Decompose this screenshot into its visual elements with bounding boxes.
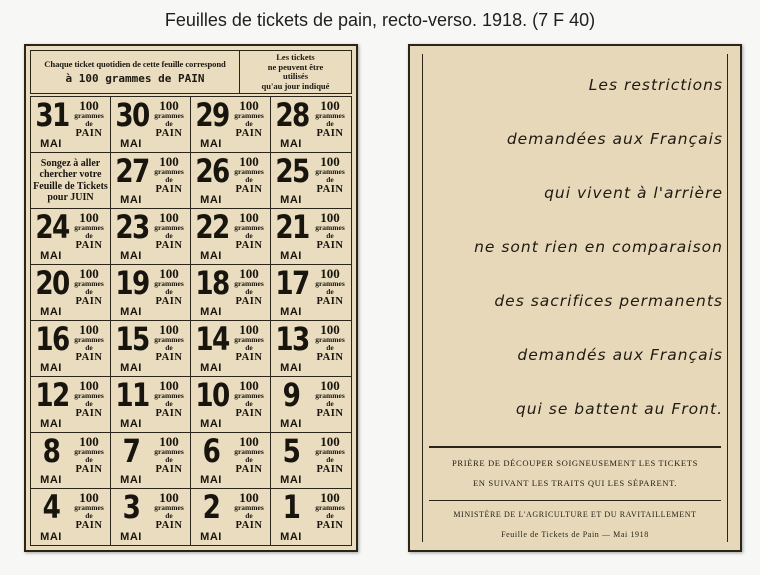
ticket-unit-g: grammes bbox=[154, 167, 184, 176]
ticket-quantity bbox=[311, 436, 349, 475]
ticket-unit-g: grammes bbox=[315, 503, 345, 512]
ticket-unit-pain: PAIN bbox=[155, 520, 183, 531]
ticket-unit-pain: PAIN bbox=[155, 296, 183, 307]
ticket-quantity bbox=[230, 212, 268, 251]
ticket-unit-de: de bbox=[326, 175, 334, 184]
ticket-qty: 100 bbox=[159, 266, 179, 281]
ticket-qty: 100 bbox=[79, 378, 99, 393]
bread-ticket bbox=[31, 209, 111, 265]
ticket-unit-pain: PAIN bbox=[155, 128, 183, 139]
instruction-line-1: PRIÈRE DE DÉCOUPER SOIGNEUSEMENT LES TICKETS bbox=[452, 458, 698, 468]
ticket-day: 9 bbox=[282, 376, 300, 414]
bread-ticket bbox=[271, 97, 351, 153]
bread-ticket bbox=[191, 265, 271, 321]
ticket-day: 5 bbox=[282, 432, 300, 470]
ticket-unit-g: grammes bbox=[234, 335, 264, 344]
ticket-month: MAI bbox=[40, 474, 62, 486]
ticket-unit-pain: PAIN bbox=[235, 184, 263, 195]
ticket-quantity bbox=[311, 100, 349, 139]
ticket-month: MAI bbox=[40, 138, 62, 150]
ticket-month: MAI bbox=[120, 362, 142, 374]
ticket-unit-pain: PAIN bbox=[316, 520, 344, 531]
header-main bbox=[31, 51, 240, 93]
ticket-qty: 100 bbox=[239, 378, 259, 393]
ticket-unit-pain: PAIN bbox=[75, 408, 103, 419]
ticket-day: 6 bbox=[202, 432, 220, 470]
header-line-2: à 100 grammes de PAIN bbox=[65, 72, 205, 85]
bread-ticket bbox=[271, 153, 351, 209]
ticket-month: MAI bbox=[120, 194, 142, 206]
note-line: pour JUIN bbox=[47, 192, 94, 203]
ticket-unit-de: de bbox=[165, 511, 173, 520]
ticket-unit-de: de bbox=[326, 287, 334, 296]
ticket-unit-de: de bbox=[326, 231, 334, 240]
ticket-quantity bbox=[70, 380, 108, 419]
bread-ticket bbox=[31, 377, 111, 433]
ticket-unit-de: de bbox=[85, 119, 93, 128]
ticket-sheet-verso bbox=[408, 44, 742, 552]
ticket-unit-pain: PAIN bbox=[155, 408, 183, 419]
bread-ticket bbox=[191, 489, 271, 545]
image-caption: Feuilles de tickets de pain, recto-verso. 1918. (7 F 40) bbox=[164, 10, 596, 30]
ticket-qty: 100 bbox=[239, 210, 259, 225]
ticket-month: MAI bbox=[200, 306, 222, 318]
ticket-quantity bbox=[230, 324, 268, 363]
ticket-quantity bbox=[311, 268, 349, 307]
ticket-day: 25 bbox=[275, 152, 309, 190]
header-side-line: qu'au jour indiqué bbox=[261, 80, 330, 91]
ticket-day: 15 bbox=[115, 320, 149, 358]
bread-ticket bbox=[191, 153, 271, 209]
ticket-month: MAI bbox=[280, 250, 302, 262]
bread-ticket bbox=[191, 209, 271, 265]
bread-ticket bbox=[31, 433, 111, 489]
ticket-unit-g: grammes bbox=[315, 335, 345, 344]
ticket-qty: 100 bbox=[159, 98, 179, 113]
ticket-unit-de: de bbox=[165, 399, 173, 408]
ticket-unit-de: de bbox=[85, 455, 93, 464]
ticket-unit-de: de bbox=[245, 399, 253, 408]
ticket-qty: 100 bbox=[320, 154, 340, 169]
ticket-qty: 100 bbox=[239, 98, 259, 113]
bread-ticket bbox=[111, 153, 191, 209]
ticket-grid bbox=[30, 96, 352, 546]
ticket-qty: 100 bbox=[239, 154, 259, 169]
ticket-qty: 100 bbox=[159, 154, 179, 169]
ticket-day: 17 bbox=[275, 264, 309, 302]
ticket-quantity bbox=[70, 100, 108, 139]
ticket-month: MAI bbox=[40, 250, 62, 262]
ticket-unit-g: grammes bbox=[74, 279, 104, 288]
header-line-1: Chaque ticket quotidien de cette feuille correspond bbox=[44, 59, 226, 69]
ticket-day: 27 bbox=[115, 152, 149, 190]
ticket-month: MAI bbox=[120, 474, 142, 486]
ticket-unit-de: de bbox=[165, 455, 173, 464]
ticket-unit-g: grammes bbox=[74, 447, 104, 456]
ticket-day: 23 bbox=[115, 208, 149, 246]
ticket-month: MAI bbox=[280, 362, 302, 374]
ticket-day: 19 bbox=[115, 264, 149, 302]
verso-line: qui se battent au Front. bbox=[515, 400, 723, 418]
ticket-qty: 100 bbox=[79, 322, 99, 337]
ticket-unit-pain: PAIN bbox=[235, 520, 263, 531]
ticket-qty: 100 bbox=[320, 210, 340, 225]
ticket-qty: 100 bbox=[159, 210, 179, 225]
ticket-sheet-recto bbox=[24, 44, 358, 552]
ticket-month: MAI bbox=[120, 138, 142, 150]
ticket-day: 22 bbox=[195, 208, 229, 246]
ticket-qty: 100 bbox=[320, 98, 340, 113]
ticket-qty: 100 bbox=[159, 378, 179, 393]
ticket-unit-pain: PAIN bbox=[316, 464, 344, 475]
june-reminder-note bbox=[31, 153, 111, 209]
note-line: Feuille de Tickets bbox=[33, 180, 108, 192]
ticket-unit-de: de bbox=[245, 343, 253, 352]
ticket-unit-g: grammes bbox=[234, 503, 264, 512]
bread-ticket bbox=[31, 97, 111, 153]
note-line: Songez à aller bbox=[40, 157, 101, 169]
bread-ticket bbox=[111, 377, 191, 433]
ticket-day: 28 bbox=[275, 96, 309, 134]
ticket-qty: 100 bbox=[320, 322, 340, 337]
ticket-unit-de: de bbox=[165, 175, 173, 184]
ticket-month: MAI bbox=[200, 418, 222, 430]
ticket-unit-g: grammes bbox=[234, 111, 264, 120]
bread-ticket bbox=[271, 265, 351, 321]
ticket-day: 4 bbox=[42, 488, 60, 526]
ticket-day: 26 bbox=[195, 152, 229, 190]
ticket-month: MAI bbox=[120, 306, 142, 318]
ticket-qty: 100 bbox=[320, 266, 340, 281]
verso-line: Les restrictions bbox=[588, 76, 723, 94]
ticket-day: 14 bbox=[195, 320, 229, 358]
ticket-unit-pain: PAIN bbox=[75, 128, 103, 139]
bread-ticket bbox=[191, 433, 271, 489]
ticket-unit-g: grammes bbox=[315, 223, 345, 232]
ticket-day: 31 bbox=[35, 96, 69, 134]
ticket-unit-pain: PAIN bbox=[235, 352, 263, 363]
ticket-unit-g: grammes bbox=[234, 447, 264, 456]
ticket-quantity bbox=[150, 324, 188, 363]
ticket-unit-pain: PAIN bbox=[75, 296, 103, 307]
ticket-unit-g: grammes bbox=[315, 279, 345, 288]
ticket-unit-pain: PAIN bbox=[155, 184, 183, 195]
ticket-unit-g: grammes bbox=[154, 503, 184, 512]
ticket-month: MAI bbox=[280, 194, 302, 206]
bread-ticket bbox=[111, 433, 191, 489]
ticket-quantity bbox=[230, 436, 268, 475]
ticket-quantity bbox=[150, 100, 188, 139]
ticket-unit-de: de bbox=[165, 287, 173, 296]
ticket-day: 29 bbox=[195, 96, 229, 134]
ticket-unit-pain: PAIN bbox=[155, 464, 183, 475]
ticket-unit-pain: PAIN bbox=[75, 520, 103, 531]
ticket-unit-de: de bbox=[245, 455, 253, 464]
ticket-unit-g: grammes bbox=[154, 111, 184, 120]
ticket-unit-de: de bbox=[165, 343, 173, 352]
ticket-month: MAI bbox=[40, 306, 62, 318]
ticket-unit-pain: PAIN bbox=[155, 352, 183, 363]
ticket-day: 1 bbox=[282, 488, 300, 526]
ticket-quantity bbox=[70, 268, 108, 307]
ticket-qty: 100 bbox=[239, 322, 259, 337]
ticket-day: 3 bbox=[122, 488, 140, 526]
ticket-quantity bbox=[150, 156, 188, 195]
ticket-unit-g: grammes bbox=[154, 335, 184, 344]
ticket-unit-de: de bbox=[85, 399, 93, 408]
bread-ticket bbox=[31, 489, 111, 545]
ticket-quantity bbox=[150, 380, 188, 419]
ticket-month: MAI bbox=[280, 138, 302, 150]
bread-ticket bbox=[31, 265, 111, 321]
header-side-line: ne peuvent être bbox=[267, 61, 324, 72]
ticket-unit-de: de bbox=[85, 231, 93, 240]
divider bbox=[429, 500, 721, 501]
ticket-unit-de: de bbox=[326, 343, 334, 352]
ticket-unit-pain: PAIN bbox=[316, 128, 344, 139]
ticket-unit-de: de bbox=[245, 175, 253, 184]
verso-line: qui vivent à l'arrière bbox=[544, 184, 723, 202]
bread-ticket bbox=[111, 209, 191, 265]
ticket-month: MAI bbox=[40, 362, 62, 374]
ticket-unit-pain: PAIN bbox=[235, 240, 263, 251]
ticket-qty: 100 bbox=[79, 266, 99, 281]
ministry-line: MINISTÈRE DE L'AGRICULTURE ET DU RAVITAILLEMENT bbox=[453, 510, 697, 519]
ticket-unit-g: grammes bbox=[74, 503, 104, 512]
ticket-unit-pain: PAIN bbox=[75, 352, 103, 363]
ticket-month: MAI bbox=[40, 531, 62, 543]
ticket-qty: 100 bbox=[79, 490, 99, 505]
ticket-month: MAI bbox=[280, 418, 302, 430]
ticket-unit-pain: PAIN bbox=[316, 184, 344, 195]
ticket-month: MAI bbox=[200, 531, 222, 543]
ticket-quantity bbox=[230, 492, 268, 531]
ticket-unit-de: de bbox=[165, 119, 173, 128]
verso-line: demandés aux Français bbox=[517, 346, 723, 364]
bread-ticket bbox=[191, 97, 271, 153]
ticket-unit-de: de bbox=[245, 119, 253, 128]
ticket-day: 12 bbox=[35, 376, 69, 414]
ticket-day: 24 bbox=[35, 208, 69, 246]
bread-ticket bbox=[271, 433, 351, 489]
ticket-unit-g: grammes bbox=[74, 391, 104, 400]
ticket-unit-de: de bbox=[245, 287, 253, 296]
ticket-unit-g: grammes bbox=[315, 167, 345, 176]
ticket-unit-pain: PAIN bbox=[155, 240, 183, 251]
ticket-day: 10 bbox=[195, 376, 229, 414]
ticket-unit-de: de bbox=[85, 343, 93, 352]
ticket-quantity bbox=[311, 156, 349, 195]
ticket-day: 18 bbox=[195, 264, 229, 302]
ticket-month: MAI bbox=[40, 418, 62, 430]
ticket-day: 16 bbox=[35, 320, 69, 358]
ticket-day: 21 bbox=[275, 208, 309, 246]
ticket-unit-pain: PAIN bbox=[235, 464, 263, 475]
ticket-month: MAI bbox=[200, 138, 222, 150]
ticket-qty: 100 bbox=[159, 322, 179, 337]
bread-ticket bbox=[271, 377, 351, 433]
ticket-unit-pain: PAIN bbox=[235, 128, 263, 139]
header-side-line: Les tickets bbox=[276, 52, 315, 62]
ticket-day: 2 bbox=[202, 488, 220, 526]
ticket-quantity bbox=[150, 268, 188, 307]
ticket-qty: 100 bbox=[320, 434, 340, 449]
ticket-quantity bbox=[311, 492, 349, 531]
ticket-qty: 100 bbox=[239, 434, 259, 449]
ticket-unit-de: de bbox=[85, 511, 93, 520]
ticket-unit-de: de bbox=[245, 511, 253, 520]
ticket-unit-de: de bbox=[85, 287, 93, 296]
ticket-month: MAI bbox=[200, 194, 222, 206]
ticket-unit-g: grammes bbox=[315, 391, 345, 400]
ticket-quantity bbox=[150, 212, 188, 251]
bread-ticket bbox=[191, 377, 271, 433]
note-line: chercher votre bbox=[39, 169, 102, 180]
ticket-unit-pain: PAIN bbox=[316, 296, 344, 307]
ticket-qty: 100 bbox=[79, 210, 99, 225]
ticket-qty: 100 bbox=[159, 434, 179, 449]
bread-ticket bbox=[111, 321, 191, 377]
ticket-unit-g: grammes bbox=[74, 111, 104, 120]
ticket-unit-g: grammes bbox=[74, 223, 104, 232]
ticket-month: MAI bbox=[120, 531, 142, 543]
ticket-unit-g: grammes bbox=[234, 167, 264, 176]
ticket-quantity bbox=[150, 492, 188, 531]
ticket-day: 13 bbox=[275, 320, 309, 358]
ticket-quantity bbox=[311, 212, 349, 251]
ticket-unit-pain: PAIN bbox=[235, 296, 263, 307]
ticket-unit-de: de bbox=[326, 511, 334, 520]
ticket-qty: 100 bbox=[79, 434, 99, 449]
ticket-unit-g: grammes bbox=[154, 279, 184, 288]
ticket-quantity bbox=[230, 156, 268, 195]
ticket-day: 20 bbox=[35, 264, 69, 302]
ticket-unit-g: grammes bbox=[315, 447, 345, 456]
ticket-quantity bbox=[150, 436, 188, 475]
ticket-unit-de: de bbox=[326, 455, 334, 464]
ticket-quantity bbox=[230, 380, 268, 419]
ticket-unit-pain: PAIN bbox=[316, 240, 344, 251]
bread-ticket bbox=[191, 321, 271, 377]
ticket-qty: 100 bbox=[320, 378, 340, 393]
ticket-quantity bbox=[230, 268, 268, 307]
ticket-day: 11 bbox=[115, 376, 149, 414]
ticket-quantity bbox=[70, 436, 108, 475]
ticket-unit-pain: PAIN bbox=[316, 352, 344, 363]
ticket-unit-g: grammes bbox=[154, 391, 184, 400]
ticket-quantity bbox=[311, 380, 349, 419]
ticket-unit-de: de bbox=[326, 119, 334, 128]
ticket-qty: 100 bbox=[239, 266, 259, 281]
ticket-unit-g: grammes bbox=[154, 447, 184, 456]
ticket-unit-g: grammes bbox=[234, 223, 264, 232]
ticket-unit-g: grammes bbox=[234, 279, 264, 288]
ticket-month: MAI bbox=[200, 474, 222, 486]
bread-ticket bbox=[271, 489, 351, 545]
sheet-footer: Feuille de Tickets de Pain — Mai 1918 bbox=[501, 530, 649, 539]
bread-ticket bbox=[111, 265, 191, 321]
ticket-unit-pain: PAIN bbox=[75, 240, 103, 251]
ticket-quantity bbox=[70, 492, 108, 531]
ticket-unit-g: grammes bbox=[234, 391, 264, 400]
ticket-unit-g: grammes bbox=[315, 111, 345, 120]
ticket-quantity bbox=[70, 212, 108, 251]
ticket-day: 30 bbox=[115, 96, 149, 134]
ticket-month: MAI bbox=[120, 250, 142, 262]
ticket-month: MAI bbox=[280, 474, 302, 486]
verso-line: demandées aux Français bbox=[506, 130, 723, 148]
ticket-unit-g: grammes bbox=[74, 335, 104, 344]
bread-ticket bbox=[111, 97, 191, 153]
ticket-unit-de: de bbox=[326, 399, 334, 408]
header-side-line: utilisés bbox=[282, 71, 309, 81]
ticket-month: MAI bbox=[280, 306, 302, 318]
ticket-quantity bbox=[311, 324, 349, 363]
ticket-unit-de: de bbox=[245, 231, 253, 240]
ticket-unit-pain: PAIN bbox=[235, 408, 263, 419]
ticket-quantity bbox=[230, 100, 268, 139]
ticket-unit-g: grammes bbox=[154, 223, 184, 232]
verso-frame bbox=[422, 54, 728, 542]
ticket-month: MAI bbox=[120, 418, 142, 430]
ticket-qty: 100 bbox=[320, 490, 340, 505]
ticket-month: MAI bbox=[200, 250, 222, 262]
bread-ticket bbox=[271, 209, 351, 265]
divider bbox=[429, 446, 721, 448]
verso-line: ne sont rien en comparaison bbox=[474, 238, 723, 256]
sheet-header bbox=[30, 50, 352, 94]
bread-ticket bbox=[111, 489, 191, 545]
ticket-unit-de: de bbox=[165, 231, 173, 240]
ticket-month: MAI bbox=[280, 531, 302, 543]
ticket-day: 7 bbox=[122, 432, 140, 470]
ticket-unit-pain: PAIN bbox=[75, 464, 103, 475]
bread-ticket bbox=[271, 321, 351, 377]
ticket-quantity bbox=[70, 324, 108, 363]
ticket-month: MAI bbox=[200, 362, 222, 374]
ticket-qty: 100 bbox=[159, 490, 179, 505]
instruction-line-2: EN SUIVANT LES TRAITS QUI LES SÉPARENT. bbox=[472, 478, 678, 488]
ticket-qty: 100 bbox=[239, 490, 259, 505]
ticket-qty: 100 bbox=[79, 98, 99, 113]
ticket-unit-pain: PAIN bbox=[316, 408, 344, 419]
header-side bbox=[240, 51, 351, 93]
bread-ticket bbox=[31, 321, 111, 377]
ticket-day: 8 bbox=[42, 432, 60, 470]
verso-line: des sacrifices permanents bbox=[494, 292, 723, 310]
